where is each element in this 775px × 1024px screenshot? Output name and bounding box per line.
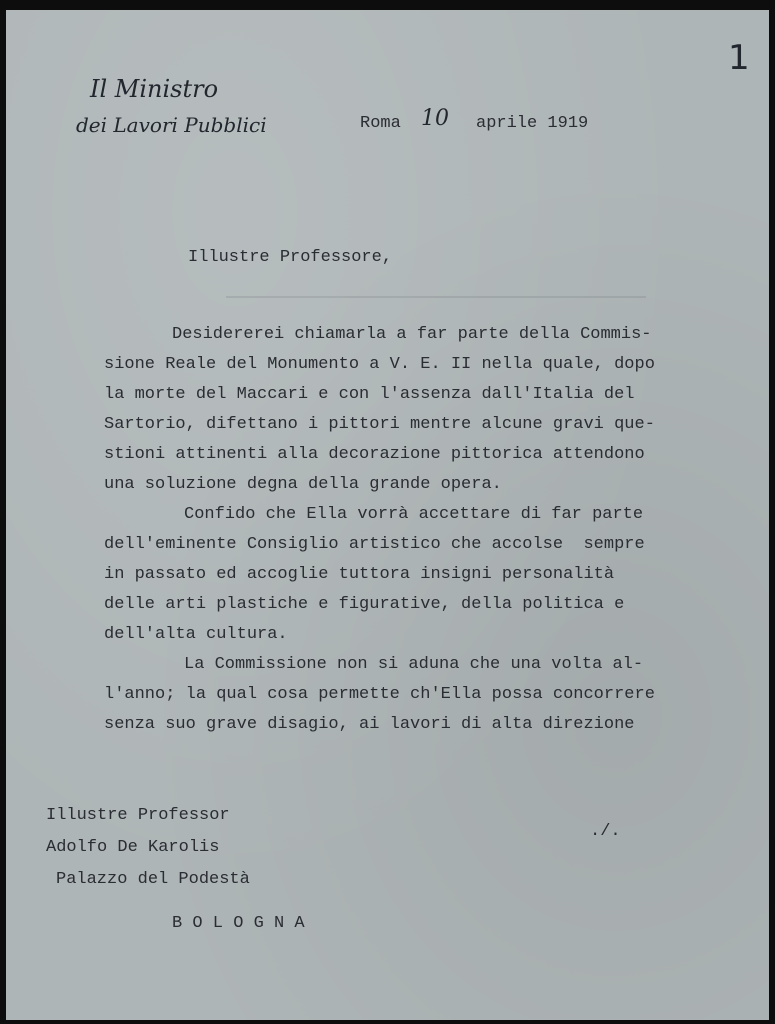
addressee-name: Adolfo De Karolis — [46, 838, 220, 857]
body-line: La Commissione non si aduna che una volta al- — [184, 655, 644, 674]
letterhead-ministry: dei Lavori Pubblici — [76, 113, 267, 137]
body-line: stioni attinenti alla decorazione pittorica attendono — [104, 445, 645, 464]
body-line: sione Reale del Monumento a V. E. II nella quale, dopo — [104, 355, 655, 374]
body-line: l'anno; la qual cosa permette ch'Ella possa concorrere — [104, 685, 655, 704]
body-line: senza suo grave disagio, ai lavori di alta direzione — [104, 715, 635, 734]
body-line: Sartorio, difettano i pittori mentre alcune gravi que- — [104, 415, 655, 434]
salutation: Illustre Professore, — [188, 248, 393, 267]
date-month-year: aprile 1919 — [476, 114, 589, 133]
date-day: 10 — [421, 106, 449, 131]
page-number: 1 — [728, 38, 750, 78]
addressee-address: Palazzo del Podestà — [56, 870, 250, 889]
faint-bleedthrough — [226, 296, 646, 298]
addressee-title: Illustre Professor — [46, 806, 230, 825]
body-line: delle arti plastiche e figurative, della politica e — [104, 595, 625, 614]
addressee-city: B O L O G N A — [172, 914, 305, 933]
body-line: dell'alta cultura. — [104, 625, 288, 644]
body-line: Desidererei chiamarla a far parte della Commis- — [172, 325, 652, 344]
body-line: Confido che Ella vorrà accettare di far parte — [184, 505, 644, 524]
body-line: la morte del Maccari e con l'assenza dall'Italia del — [104, 385, 635, 404]
body-line: dell'eminente Consiglio artistico che accolse sempre — [104, 535, 645, 554]
letterhead-minister: Il Ministro — [90, 75, 219, 103]
body-line: una soluzione degna della grande opera. — [104, 475, 502, 494]
date-place: Roma — [360, 114, 401, 133]
body-line: in passato ed accoglie tuttora insigni personalità — [104, 565, 615, 584]
continuation-mark: ./. — [590, 822, 621, 841]
letter-page — [6, 10, 769, 1020]
